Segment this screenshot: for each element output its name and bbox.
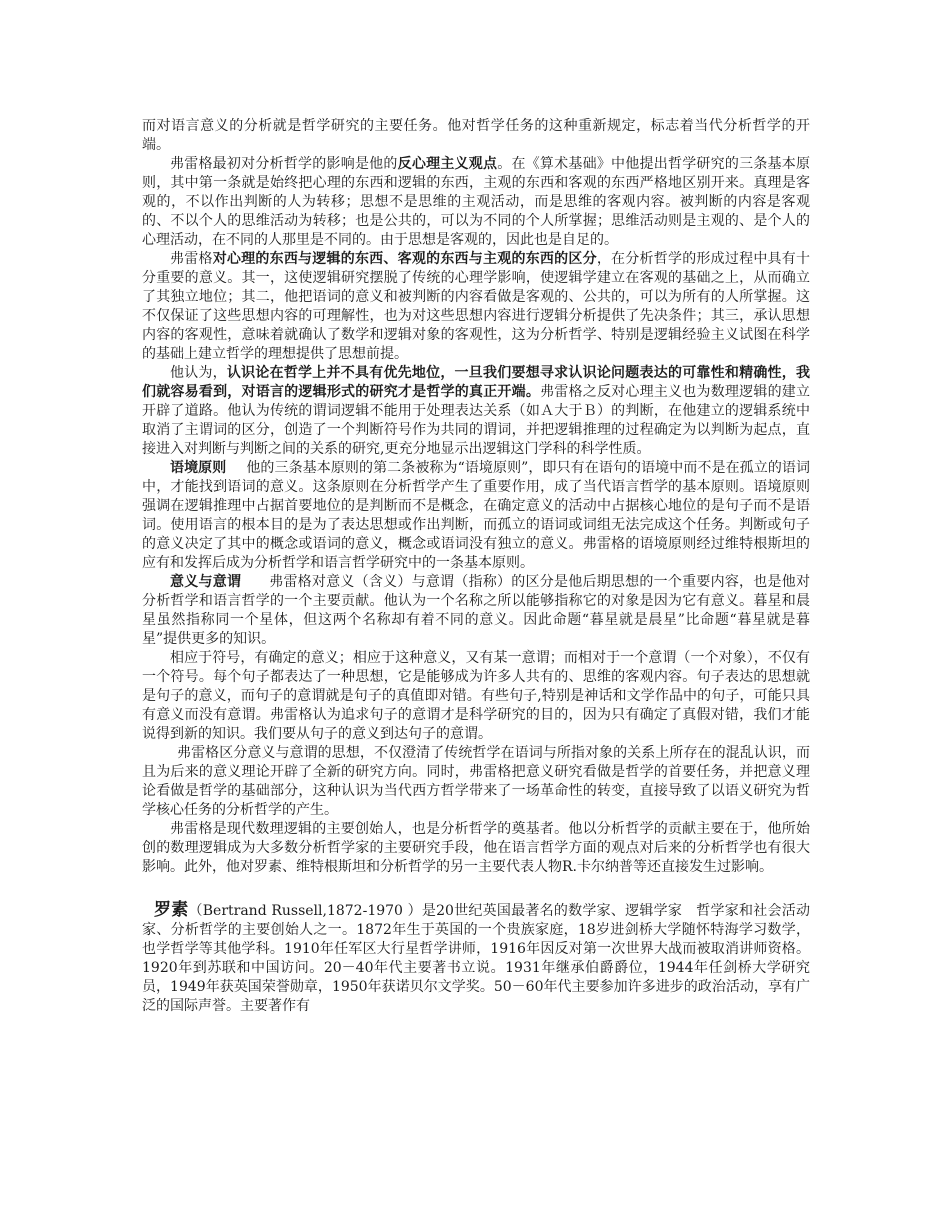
text-run: 弗雷格之反对心理主义也为数理逻辑的建立开辟了道路。他认为传统的谓词逻辑不能用于处理表达关系（如Ａ大于Ｂ）的判断，在他建立的逻辑系统中取消了主谓词的区分，创造了一个判断符号作为共同的谓词，并把逻辑推理的过程确定为以判断为起点，直接进入对判断与判断之间的关系的研究,更充分地显示出逻辑这门学科的科学性质。 [142, 384, 811, 457]
paragraph-intro: 而对语言意义的分析就是哲学研究的主要任务。他对哲学任务的这种重新规定，标志着当代分析哲学的开端。 [142, 118, 810, 153]
text-run: 他的三条基本原则的第二条被称为“语境原则”，即只有在语句的语境中而不是在孤立的语词中，才能找到语词的意义。这条原则在分析哲学产生了重要作用，成了当代语言哲学的基本原则。语境原则强调在逻辑推理中占据首要地位的是判断而不是概念，在确定意义的活动中占据核心地位的是句子而不是语词。使用语言的根本目的是为了表达思想或作出判断，而孤立的语词或词组无法完成这个任务。判断或句子的意义决定了其中的概念或语词的意义，概念或语词没有独立的意义。弗雷格的语境原则经过维特根斯坦的应有和发挥后成为分析哲学和语言哲学研究中的一条基本原则。 [142, 460, 811, 571]
bold-phrase: 对心理的东西与逻辑的东西、客观的东西与主观的东西的区分 [212, 251, 597, 267]
paragraph-significance: 弗雷格区分意义与意谓的思想，不仅澄清了传统哲学在语词与所指对象的关系上所存在的混乱认识，而且为后来的意义理论开辟了全新的研究方向。同时，弗雷格把意义研究看做是哲学的首要任务，并把意义理论看做是哲学的基础部分，这种认识为当代西方哲学带来了一场革命性的转变，直接导致了以语义研究为哲学核心任务的分析哲学的产生。 [142, 745, 810, 818]
text-run: 弗雷格 [170, 251, 213, 267]
document-page [142, 117, 810, 1016]
paragraph-sense-reference [142, 573, 810, 649]
paragraph-russell [142, 901, 810, 1016]
paragraph-founder: 弗雷格是现代数理逻辑的主要创始人，也是分析哲学的奠基者。他以分析哲学的贡献主要在于，他所始创的数理逻辑成为大多数分析哲学家的主要研究手段，他在语言哲学方面的观点对后来的分析哲学也有很大影响。此外，他对罗素、维特根斯坦和分析哲学的另一主要代表人物R.卡尔纳普等还直接发生过影响。 [142, 821, 810, 875]
text-run: 弗雷格最初对分析哲学的影响是他的 [170, 156, 398, 172]
text-run: ，在分析哲学的形成过程中具有十分重要的意义。其一，这使逻辑研究摆脱了传统的心理学影响，使逻辑学建立在客观的基础之上，从而确立了其独立地位；其二，他把语词的意义和被判断的内容看做是客观的、公共的，可以为所有的人所掌握。这不仅保证了这些思想内容的可理解性，也为对这些思想内容进行逻辑分析提供了先决条件；其三，承认思想内容的客观性，意味着就确认了数学和逻辑对象的客观性，这为分析哲学、特别是逻辑经验主义试图在科学的基础上建立哲学的理想提供了思想前提。 [142, 251, 811, 362]
paragraph-epistemology [142, 364, 810, 459]
text-run: （Bertrand Russell,1872-1970 ）是20世纪英国最著名的数学家、逻辑学家 哲学家和社会活动家、分析哲学的主要创始人之一。1872年生于英国的一个贵族家庭，18岁进剑桥大学随怀特海学习数学，也学哲学等其他学科。1910年任军区大行星哲学讲师，1916年因反对第一次世界大战而被取消讲师资格。1920年到苏联和中国访问。20－40年代主要著书立说。1931年继承伯爵爵位，1944年任剑桥大学研究员，1949年获英国荣誉勋章，1950年获诺贝尔文学奖。50－60年代主要参加许多进步的政治活动，享有广泛的国际声誉。主要著作有 [142, 903, 811, 1014]
text-run: 弗雷格对意义（含义）与意谓（指称）的区分是他后期思想的一个重要内容，也是他对分析哲学和语言哲学的一个主要贡献。他认为一个名称之所以能够指称它的对象是因为它有意义。暮星和晨星虽然指称同一个星体，但这两个名称却有着不同的意义。因此命题“暮星就是晨星”比命题“暮星就是暮星”提供更多的知识。 [142, 574, 811, 647]
text-run: 。在《算术基础》中他提出哲学研究的三条基本原则，其中第一条就是始终把心理的东西和逻辑的东西，主观的东西和客观的东西严格地区别开来。真理是客观的，不以作出判断的人为转移；思想不是思维的主观活动，而是思维的客观内容。被判断的内容是客观的、不以个人的思维活动为转移；也是公共的，可以为不同的个人所掌握；思维活动则是主观的、是个人的心理活动，在不同的人那里是不同的。由于思想是客观的，因此也是自足的。 [142, 156, 811, 248]
bold-phrase: 反心理主义观点 [397, 156, 498, 172]
term-heading: 语境原则 [170, 460, 227, 476]
bold-phrase: 认识论在哲学上并不具有优先地位，一旦我们要想寻求认识论问题表达的可靠性和精确性，我们就容易看到，对语言的逻辑形式的研究才是哲学的真正开端。 [142, 365, 811, 400]
paragraph-sign-sense: 相应于符号，有确定的意义；相应于这种意义，又有某一意谓；而相对于一个意谓（一个对象），不仅有一个符号。每个句子都表达了一种思想，它是能够成为许多人共有的、思维的客观内容。句子表达的思想就是句子的意义，而句子的意谓就是句子的真值即对错。有些句子,特别是神话和文学作品中的句子，可能只具有意义而没有意谓。弗雷格认为追求句子的意谓才是科学研究的目的，因为只有确定了真假对错，我们才能说得到新的知识。我们要从句子的意义到达句子的意谓。 [142, 650, 810, 742]
russell-heading: 罗素 [154, 900, 189, 920]
term-heading: 意义与意谓 [170, 574, 242, 590]
paragraph-anti-psychologism [142, 155, 810, 250]
section-gap [142, 877, 810, 901]
paragraph-context-principle [142, 459, 810, 573]
paragraph-distinction [142, 250, 810, 364]
text-run: 他认为， [170, 365, 227, 381]
